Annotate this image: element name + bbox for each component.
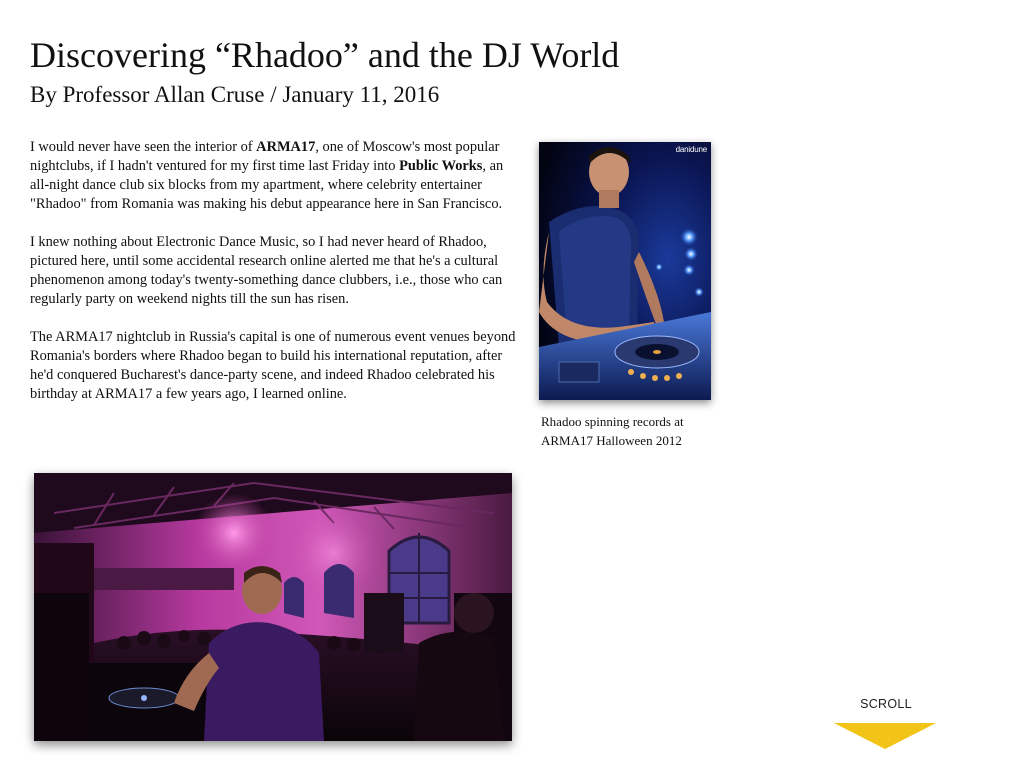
paragraph-1-text: , an all-night dance club six blocks from my apartment, where celebrity entertainer "Rhadoo" from Romania was making his debut appearance here in San Francisco. <box>30 158 504 212</box>
triangle-down-icon[interactable] <box>834 723 936 749</box>
article-byline: By Professor Allan Cruse / January 11, 2016 <box>30 82 440 107</box>
dj-photo <box>539 142 711 400</box>
article-title: Discovering “Rhadoo” and the DJ World <box>30 35 620 75</box>
scroll-label: SCROLL <box>860 697 912 711</box>
paragraph-1-text: , one of Moscow's most popular nightclubs, if I hadn't ventured for my first time last Friday into <box>30 139 500 174</box>
club-photo-image <box>34 473 512 741</box>
photo-watermark: danidune <box>675 145 707 154</box>
club-name-public-works: Public Works <box>399 158 483 174</box>
club-name-arma17: ARMA17 <box>256 139 316 155</box>
paragraph-2: I knew nothing about Electronic Dance Music, so I had never heard of Rhadoo, pictured here, until some accidental research online alerted me that he's a cultural phenomenon among today's twenty-something dance clubbers, i.e., those who can regularly party on weekend nights till the sun has risen. <box>30 234 503 307</box>
club-photo <box>34 473 512 741</box>
paragraph-1-text: I would never have seen the interior of <box>30 139 257 155</box>
paragraph-3: The ARMA17 nightclub in Russia's capital is one of numerous event venues beyond Romania's borders where Rhadoo began to build his international reputation, after he'd conquered Bucharest's dance-party scene, and indeed Rhadoo celebrated his birthday at ARMA17 a few years ago, I learned online. <box>30 329 516 402</box>
dj-photo-image <box>539 142 711 400</box>
article-body <box>30 138 520 423</box>
dj-photo-caption: Rhadoo spinning records at ARMA17 Halloween 2012 <box>541 414 684 448</box>
paragraph-1 <box>30 138 520 214</box>
